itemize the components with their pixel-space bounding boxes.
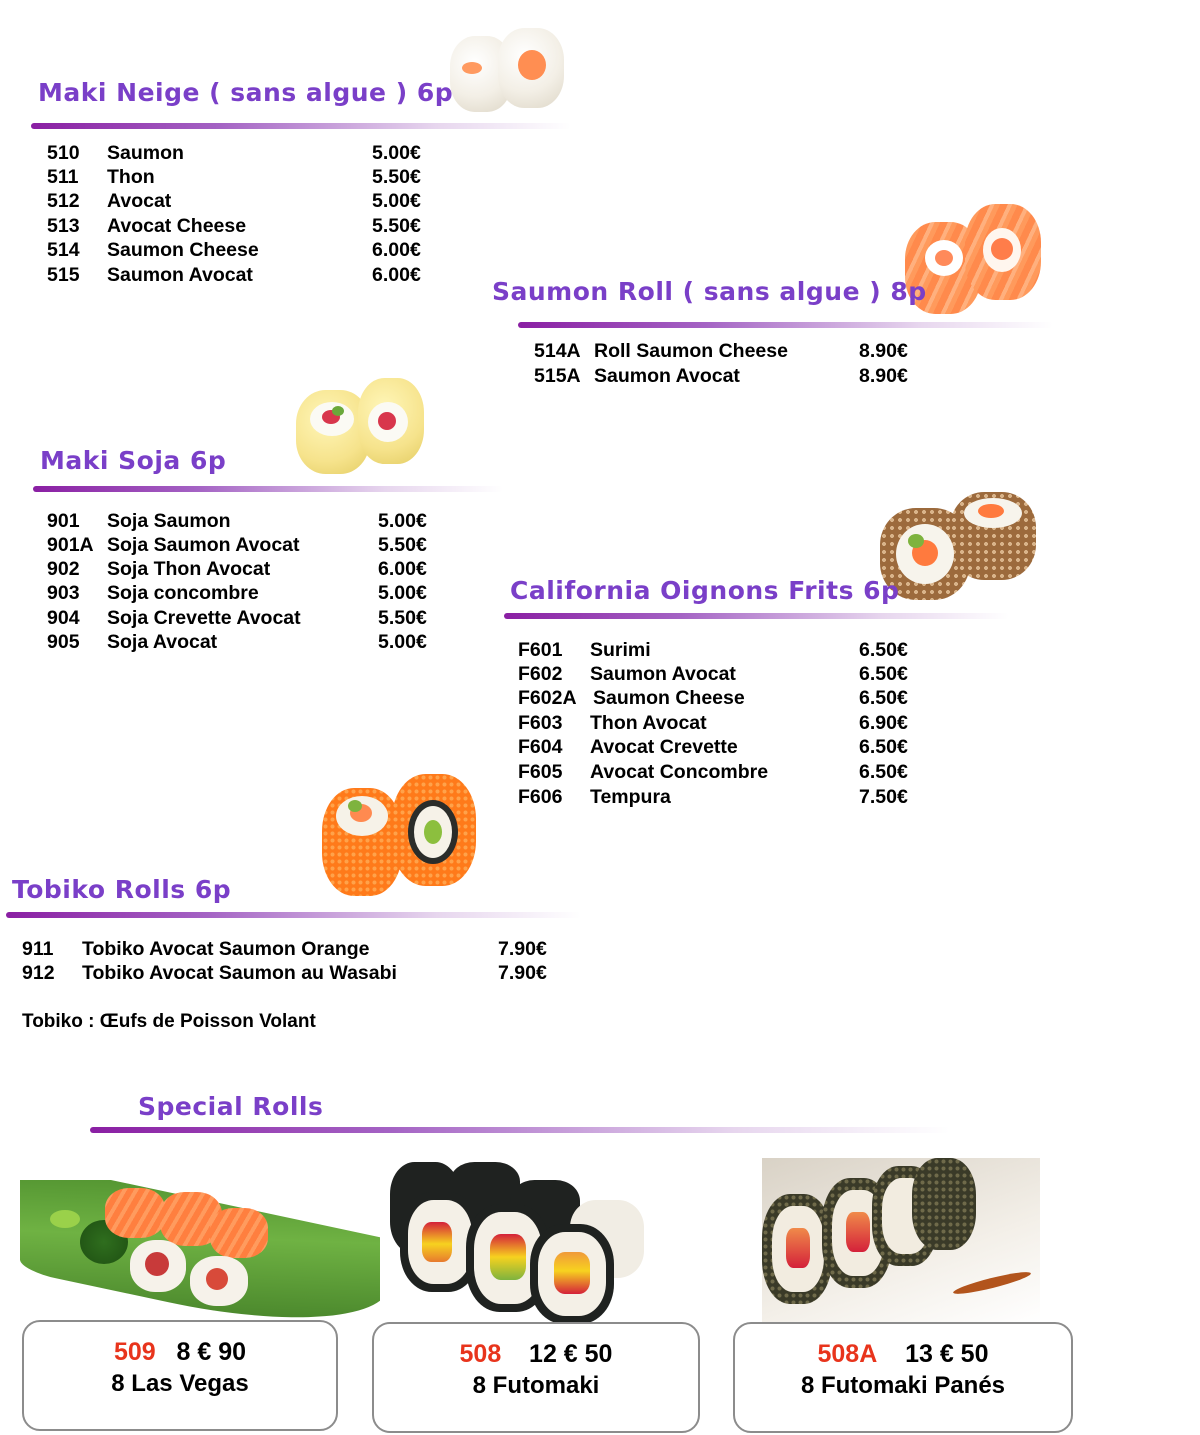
saumon-roll-title: Saumon Roll ( sans algue ) 8p [492,277,927,306]
card-code-price: 508 12 € 50 [459,1340,613,1368]
futomaki-photo [390,1162,650,1327]
california-divider [504,613,1009,619]
saumon-roll-divider [518,322,1053,328]
maki-soja-title: Maki Soja 6p [40,446,227,475]
maki-soja-divider [33,486,503,492]
tobiko-title: Tobiko Rolls 6p [12,875,232,904]
special-roll-card-futomaki-panes[interactable] [733,1322,1073,1433]
maki-soja-image [292,376,426,476]
card-name: 8 Futomaki Panés [800,1372,1006,1399]
maki-neige-divider [31,123,571,129]
card-name: 8 Futomaki [472,1372,600,1399]
tobiko-note: Tobiko : Œufs de Poisson Volant [22,1011,316,1032]
tobiko-image [320,770,480,900]
california-image [878,490,1038,602]
maki-neige-image [448,22,573,117]
futomaki-panes-photo [762,1158,1040,1323]
maki-neige-title: Maki Neige ( sans algue ) 6p [38,78,454,107]
card-code-price: 509 8 € 90 [113,1338,247,1366]
california-title: California Oignons Frits 6p [510,576,900,605]
las-vegas-photo [20,1180,380,1325]
tobiko-divider [6,912,581,918]
special-roll-card-las-vegas[interactable] [22,1320,338,1431]
card-code-price: 508A 13 € 50 [817,1340,989,1368]
card-name: 8 Las Vegas [111,1370,249,1397]
special-roll-card-futomaki[interactable] [372,1322,700,1433]
special-rolls-title: Special Rolls [138,1092,324,1121]
special-rolls-divider [90,1127,950,1133]
